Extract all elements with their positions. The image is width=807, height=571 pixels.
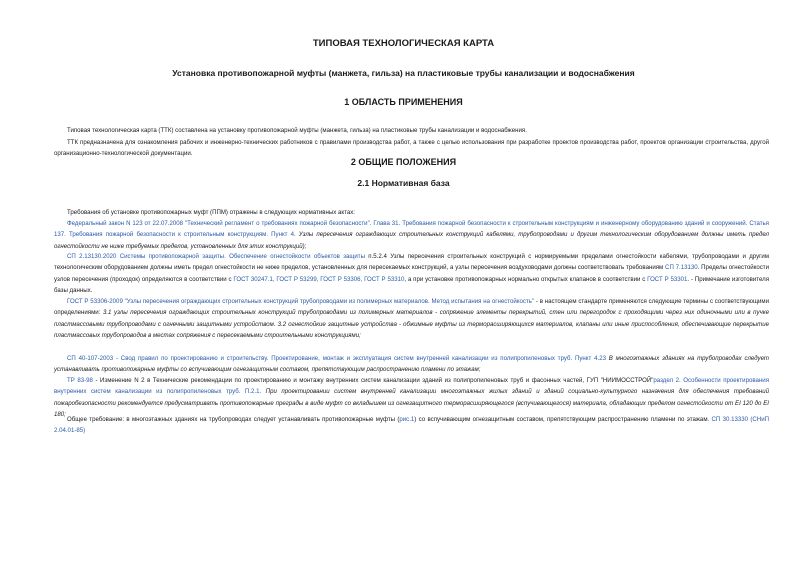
- section-1-paragraph-1: Типовая технологическая карта (ТТК) составлена на установку противопожарной муфты (манжета, гильза) на пластиковые трубы канализации и водоснабжения.: [67, 127, 527, 134]
- sp2-text-2: . Пределы огнестойкости узлов пересечения (проходок) определяются в соответствии с: [54, 264, 769, 283]
- tr83-text: - Изменение N 2 в Технические рекомендации по проектированию и монтажу внутренних систем канализации зданий из полипропиленовых труб и фасонных частей, ГУП "НИИМОССТРОЙ": [92, 377, 654, 384]
- link-sp30[interactable]: СП 30.13330 (СНиП 2.04.01-85): [54, 416, 769, 435]
- document-title: ТИПОВАЯ ТЕХНОЛОГИЧЕСКАЯ КАРТА: [312, 38, 495, 49]
- link-gost-list[interactable]: ГОСТ 30247.1, ГОСТ Р 53299, ГОСТ Р 53306, ГОСТ Р 53310: [233, 275, 405, 283]
- link-tr83[interactable]: ТР 83-98: [67, 377, 93, 384]
- common-text-1: Общее требование: в многоэтажных зданиях на трубопроводах следует устанавливать противопожарные муфты (: [67, 416, 400, 423]
- link-gost-53306[interactable]: ГОСТ Р 53306-2009 "Узлы пересечения ограждающих строительных конструкций трубопроводами из полимерных материалов. Метод испытания на огнестойкость": [67, 298, 535, 305]
- common-text-2: ) со вспучивающим огнезащитным составом, препятствующим распространению пламени по этажам.: [414, 416, 712, 423]
- sp2-text-3: , а при установке противопожарных нормально открытых клапанов в соответствии с: [404, 275, 648, 283]
- sp2-text-4: . - Примечание изготовителя базы данных.: [54, 275, 769, 295]
- section-1-paragraph-2: ТТК предназначена для ознакомления рабочих и инженерно-технических работников с правилами производства работ, а также с целью использования при разработке проектов производства работ, проектов организации строительства, другой организационно-технологической документации.: [54, 139, 769, 158]
- section-1-heading: 1 ОБЛАСТЬ ПРИМЕНЕНИЯ: [344, 97, 463, 107]
- link-figure-1[interactable]: рис.1: [399, 416, 415, 423]
- paragraph-fz123: [54, 218, 769, 252]
- gost-text-1: - в настоящем стандарте применяются следующие термины с соответствующими определениями:: [54, 298, 769, 317]
- section-2-heading: 2 ОБЩИЕ ПОЛОЖЕНИЯ: [350, 157, 457, 167]
- normative-intro: Требования об установке противопожарных муфт (ППМ) отражены в следующих нормативных актах:: [67, 209, 355, 216]
- paragraph-gost-53306: [54, 296, 769, 342]
- section-2-1-heading: 2.1 Нормативная база: [357, 178, 450, 188]
- link-sp2[interactable]: СП 2.13130.2020 Системы противопожарной защиты. Обеспечение огнестойкости объектов защиты: [67, 253, 365, 260]
- document-subtitle: Установка противопожарной муфты (манжета, гильза) на пластиковые трубы канализации и водоснабжения: [172, 68, 635, 78]
- paragraph-common-requirement: [54, 414, 769, 437]
- link-sp40[interactable]: СП 40-107-2003 - Свод правил по проектированию и строительству. Проектирование, монтаж и эксплуатация систем внутренней канализации из полипропиленовых труб. Пункт 4.23: [67, 355, 606, 362]
- fz123-quote: Узлы пересечения ограждающих строительных конструкций кабелями, трубопроводами и другим технологическим оборудованием должны иметь предел огнестойкости не ниже требуемых пределов, установленных для этих конструкций);: [54, 231, 769, 250]
- link-tr83-section[interactable]: раздел 2. Особенности проектирования внутренних систем канализации из полипропиленовых труб. П.2.1.: [54, 377, 769, 396]
- link-sp7[interactable]: СП 7.13130: [665, 264, 698, 272]
- link-fz123[interactable]: Федеральный закон N 123 от 22.07.2008 "Технический регламент о требованиях пожарной безопасности". Глава 31. Требования пожарной безопасности к строительным конструкциям и инженерному оборудованию зданий и сооружений. Статья 137. Требования пожарной безопасности к строительным конструкциям. Пункт 4.: [54, 220, 769, 239]
- sp2-text-1: п.5.2.4 Узлы пересечения строительных конструкций с нормируемыми пределами огнестойкости кабелями, трубопроводами и другим технологическим оборудованием должны иметь предел огнестойкости не ниже пределов, установленных для пересекаемых конструкций, а узлы пересечения воздуховодами должны соответствовать требованиям: [54, 253, 769, 272]
- link-gost-53301[interactable]: ГОСТ Р 53301: [647, 275, 688, 283]
- sp40-quote: В многоэтажных зданиях на трубопроводах следует устанавливать противопожарные муфты со вспучивающим огнезащитным составом, препятствующим распространению пламени по этажам;: [54, 355, 769, 374]
- paragraph-sp2: [54, 251, 769, 297]
- paragraph-sp40: [54, 353, 769, 376]
- gost-definitions: 3.1 узлы пересечения ограждающих строительных конструкций трубопроводами из полимерных материалов - сопряжение элементы перекрытий, стен или перегородок с проходящими через них одиночными или в пучке пластмассовыми трубопроводами с огнечными защитными устройством. 3.2 огнестойкие защитные устройства - обжимные муфты из терморасширяющихся материалов, клапаны или иные приспособления, обеспечивающие перекрытие пластмассовых трубопроводов в местах сопряжения с пересекаемыми строительными конструкциями;: [54, 309, 769, 340]
- tr83-quote: При проектировании систем внутренней канализации многоэтажных жилых зданий и зданий социально-культурного назначения для обеспечения требований пожаробезопасности рекомендуется предусматривать противопожарные преграды в виде муфт со вкладышем из огнезащитного терморасширяющегося (вспучивающегося) материала, обладающих пределом огнестойкости от EI 120 до EI 180;: [54, 388, 769, 419]
